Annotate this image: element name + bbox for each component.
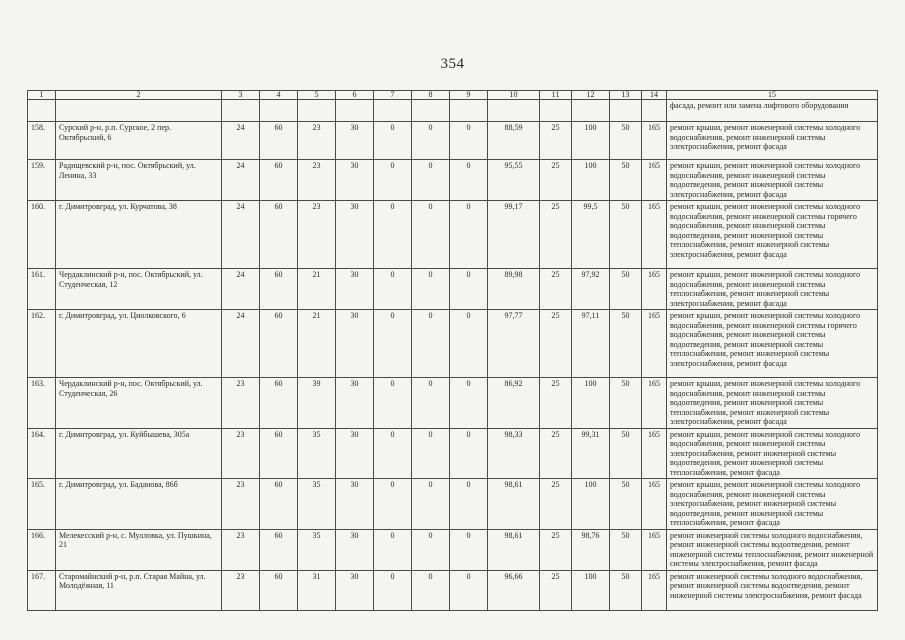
works-cell: ремонт крыши, ремонт инженерной системы холодного водоснабжения, ремонт инженерной системы электроснабжения, ремонт инженерной системы водоотведения, ремонт инженерной системы теплоснабжения, ремонт фасада (667, 428, 878, 479)
col13-cell: 50 (610, 310, 642, 378)
cell (450, 100, 488, 122)
col11-cell: 25 (540, 201, 572, 269)
works-cell: ремонт крыши, ремонт инженерной системы холодного водоснабжения, ремонт инженерной системы теплоснабжения, ремонт инженерной системы электроснабжения, ремонт фасада (667, 269, 878, 310)
col6-cell: 30 (336, 310, 374, 378)
col10-cell: 86,92 (488, 378, 540, 429)
col8-cell: 0 (412, 428, 450, 479)
col3-cell: 24 (222, 269, 260, 310)
col14-cell: 165 (642, 310, 667, 378)
cell (488, 100, 540, 122)
table-row (28, 160, 878, 201)
col5-cell: 39 (298, 378, 336, 429)
col3-cell: 24 (222, 310, 260, 378)
col12-cell: 100 (572, 378, 610, 429)
col6-cell: 30 (336, 269, 374, 310)
col3-cell: 24 (222, 122, 260, 160)
column-number: 11 (540, 91, 572, 100)
col5-cell: 21 (298, 269, 336, 310)
address-cell: г. Димитровград, ул. Курчатова, 38 (56, 201, 222, 269)
col14-cell: 165 (642, 122, 667, 160)
col4-cell: 60 (260, 269, 298, 310)
col11-cell: 25 (540, 160, 572, 201)
cell (412, 100, 450, 122)
col13-cell: 50 (610, 160, 642, 201)
table-row (28, 479, 878, 530)
col14-cell: 165 (642, 428, 667, 479)
col11-cell: 25 (540, 479, 572, 530)
col5-cell: 31 (298, 570, 336, 610)
col5-cell: 35 (298, 529, 336, 570)
col8-cell: 0 (412, 570, 450, 610)
col10-cell: 98,61 (488, 479, 540, 530)
address-cell: Сурский р-н, р.п. Сурское, 2 пер. Октябрьский, 6 (56, 122, 222, 160)
works-cell: фасада, ремонт или замена лифтового оборудования (667, 100, 878, 122)
address-cell: Мелекесский р-н, с. Мулловка, ул. Пушкина, 21 (56, 529, 222, 570)
works-cell: ремонт крыши, ремонт инженерной системы холодного водоснабжения, ремонт инженерной системы водоотведения, ремонт инженерной системы электроснабжения, ремонт фасада (667, 160, 878, 201)
row-number-cell: 167. (28, 570, 56, 610)
col5-cell: 35 (298, 428, 336, 479)
table-row (28, 570, 878, 610)
col10-cell: 98,61 (488, 529, 540, 570)
address-cell: Чердаклинский р-н, пос. Октябрьский, ул. Студенческая, 12 (56, 269, 222, 310)
col6-cell: 30 (336, 529, 374, 570)
col7-cell: 0 (374, 428, 412, 479)
col9-cell: 0 (450, 570, 488, 610)
column-number: 13 (610, 91, 642, 100)
col10-cell: 96,66 (488, 570, 540, 610)
table-row (28, 201, 878, 269)
col8-cell: 0 (412, 529, 450, 570)
row-number-cell: 161. (28, 269, 56, 310)
col11-cell: 25 (540, 529, 572, 570)
col5-cell: 23 (298, 201, 336, 269)
col9-cell: 0 (450, 529, 488, 570)
col11-cell: 25 (540, 122, 572, 160)
col12-cell: 100 (572, 160, 610, 201)
address-cell: г. Димитровград, ул. Баданова, 86б (56, 479, 222, 530)
page-number: 354 (440, 56, 465, 72)
works-cell: ремонт крыши, ремонт инженерной системы холодного водоснабжения, ремонт инженерной системы горячего водоснабжения, ремонт инженерной системы водоотведения, ремонт инженерной системы теплоснабжения, ремонт инженерной системы электроснабжения, ремонт фасада (667, 310, 878, 378)
col8-cell: 0 (412, 310, 450, 378)
row-number-cell: 159. (28, 160, 56, 201)
col13-cell: 50 (610, 479, 642, 530)
row-number-cell: 166. (28, 529, 56, 570)
col7-cell: 0 (374, 269, 412, 310)
column-number: 1 (28, 91, 56, 100)
col10-cell: 89,98 (488, 269, 540, 310)
col12-cell: 100 (572, 479, 610, 530)
col13-cell: 50 (610, 378, 642, 429)
col4-cell: 60 (260, 122, 298, 160)
col3-cell: 24 (222, 201, 260, 269)
row-number-cell: 158. (28, 122, 56, 160)
column-number: 15 (667, 91, 878, 100)
col7-cell: 0 (374, 479, 412, 530)
row-number-cell: 165. (28, 479, 56, 530)
row-number-cell: 164. (28, 428, 56, 479)
column-number-row (28, 91, 878, 100)
houses-table (27, 90, 878, 611)
column-number: 6 (336, 91, 374, 100)
col5-cell: 23 (298, 122, 336, 160)
col8-cell: 0 (412, 378, 450, 429)
col11-cell: 25 (540, 269, 572, 310)
col4-cell: 60 (260, 378, 298, 429)
cell (298, 100, 336, 122)
col9-cell: 0 (450, 479, 488, 530)
cell (28, 100, 56, 122)
cell (336, 100, 374, 122)
col3-cell: 23 (222, 570, 260, 610)
col9-cell: 0 (450, 269, 488, 310)
column-number: 12 (572, 91, 610, 100)
col13-cell: 50 (610, 269, 642, 310)
row-number-cell: 163. (28, 378, 56, 429)
address-cell: г. Димитровград, ул. Циолковского, 6 (56, 310, 222, 378)
works-cell: ремонт крыши, ремонт инженерной системы холодного водоснабжения, ремонт инженерной системы электроснабжения, ремонт фасада (667, 122, 878, 160)
col10-cell: 95,55 (488, 160, 540, 201)
cell (222, 100, 260, 122)
table-row (28, 122, 878, 160)
col6-cell: 30 (336, 378, 374, 429)
col4-cell: 60 (260, 160, 298, 201)
address-cell: Старомайнский р-н, р.п. Старая Майна, ул. Молодёжная, 11 (56, 570, 222, 610)
table-row (28, 310, 878, 378)
col4-cell: 60 (260, 428, 298, 479)
col4-cell: 60 (260, 201, 298, 269)
column-number: 14 (642, 91, 667, 100)
col11-cell: 25 (540, 378, 572, 429)
col7-cell: 0 (374, 310, 412, 378)
works-cell: ремонт инженерной системы холодного водоснабжения, ремонт инженерной системы водоотведения, ремонт инженерной системы теплоснабжения, ремонт инженерной системы электроснабжения, ремонт фасада (667, 529, 878, 570)
cell (374, 100, 412, 122)
column-number: 10 (488, 91, 540, 100)
address-cell: г. Димитровград, ул. Куйбышева, 305а (56, 428, 222, 479)
col3-cell: 23 (222, 479, 260, 530)
col3-cell: 23 (222, 378, 260, 429)
col8-cell: 0 (412, 479, 450, 530)
col11-cell: 25 (540, 428, 572, 479)
col9-cell: 0 (450, 122, 488, 160)
col13-cell: 50 (610, 570, 642, 610)
column-number: 2 (56, 91, 222, 100)
col13-cell: 50 (610, 428, 642, 479)
row-number-cell: 160. (28, 201, 56, 269)
col10-cell: 88,59 (488, 122, 540, 160)
col6-cell: 30 (336, 428, 374, 479)
col9-cell: 0 (450, 160, 488, 201)
col9-cell: 0 (450, 378, 488, 429)
col6-cell: 30 (336, 201, 374, 269)
col3-cell: 23 (222, 428, 260, 479)
col12-cell: 100 (572, 122, 610, 160)
col11-cell: 25 (540, 310, 572, 378)
address-cell: Радищевский р-н, пос. Октябрьский, ул. Ленина, 33 (56, 160, 222, 201)
col8-cell: 0 (412, 122, 450, 160)
works-cell: ремонт крыши, ремонт инженерной системы холодного водоснабжения, ремонт инженерной системы горячего водоснабжения, ремонт инженерной системы водоотведения, ремонт инженерной системы теплоснабжения, ремонт инженерной системы электроснабжения, ремонт фасада (667, 201, 878, 269)
column-number: 7 (374, 91, 412, 100)
col6-cell: 30 (336, 122, 374, 160)
col14-cell: 165 (642, 479, 667, 530)
row-number-cell: 162. (28, 310, 56, 378)
col12-cell: 100 (572, 570, 610, 610)
col14-cell: 165 (642, 378, 667, 429)
col12-cell: 97,92 (572, 269, 610, 310)
col4-cell: 60 (260, 529, 298, 570)
column-number: 4 (260, 91, 298, 100)
col14-cell: 165 (642, 201, 667, 269)
works-cell: ремонт крыши, ремонт инженерной системы холодного водоснабжения, ремонт инженерной системы водоотведения, ремонт инженерной системы теплоснабжения, ремонт инженерной системы электроснабжения, ремонт фасада (667, 378, 878, 429)
column-number: 3 (222, 91, 260, 100)
col13-cell: 50 (610, 201, 642, 269)
works-cell: ремонт крыши, ремонт инженерной системы холодного водоснабжения, ремонт инженерной системы электроснабжения, ремонт инженерной системы водоотведения, ремонт инженерной системы теплоснабжения, ремонт фасада (667, 479, 878, 530)
col5-cell: 23 (298, 160, 336, 201)
table-row (28, 529, 878, 570)
col12-cell: 99,5 (572, 201, 610, 269)
column-number: 9 (450, 91, 488, 100)
col7-cell: 0 (374, 529, 412, 570)
table-row (28, 378, 878, 429)
address-cell: Чердаклинский р-н, пос. Октябрьский, ул. Студенческая, 26 (56, 378, 222, 429)
col8-cell: 0 (412, 201, 450, 269)
col10-cell: 98,33 (488, 428, 540, 479)
col11-cell: 25 (540, 570, 572, 610)
cell (260, 100, 298, 122)
col5-cell: 35 (298, 479, 336, 530)
col14-cell: 165 (642, 529, 667, 570)
col14-cell: 165 (642, 269, 667, 310)
col14-cell: 165 (642, 570, 667, 610)
works-cell: ремонт инженерной системы холодного водоснабжения, ремонт инженерной системы водоотведения, ремонт инженерной системы электроснабжения, ремонт фасада (667, 570, 878, 610)
col3-cell: 24 (222, 160, 260, 201)
continuation-row (28, 100, 878, 122)
table-row (28, 428, 878, 479)
col4-cell: 60 (260, 570, 298, 610)
col7-cell: 0 (374, 378, 412, 429)
table-row (28, 269, 878, 310)
col9-cell: 0 (450, 310, 488, 378)
cell (642, 100, 667, 122)
column-number: 5 (298, 91, 336, 100)
col10-cell: 99,17 (488, 201, 540, 269)
col12-cell: 97,11 (572, 310, 610, 378)
col6-cell: 30 (336, 570, 374, 610)
col13-cell: 50 (610, 122, 642, 160)
col14-cell: 165 (642, 160, 667, 201)
col7-cell: 0 (374, 570, 412, 610)
cell (56, 100, 222, 122)
col12-cell: 99,31 (572, 428, 610, 479)
col6-cell: 30 (336, 479, 374, 530)
col5-cell: 21 (298, 310, 336, 378)
col7-cell: 0 (374, 122, 412, 160)
col9-cell: 0 (450, 201, 488, 269)
col12-cell: 98,76 (572, 529, 610, 570)
col6-cell: 30 (336, 160, 374, 201)
col4-cell: 60 (260, 479, 298, 530)
col7-cell: 0 (374, 201, 412, 269)
col8-cell: 0 (412, 160, 450, 201)
cell (540, 100, 572, 122)
col8-cell: 0 (412, 269, 450, 310)
col9-cell: 0 (450, 428, 488, 479)
col3-cell: 23 (222, 529, 260, 570)
cell (572, 100, 610, 122)
col10-cell: 97,77 (488, 310, 540, 378)
col7-cell: 0 (374, 160, 412, 201)
cell (610, 100, 642, 122)
col13-cell: 50 (610, 529, 642, 570)
column-number: 8 (412, 91, 450, 100)
col4-cell: 60 (260, 310, 298, 378)
